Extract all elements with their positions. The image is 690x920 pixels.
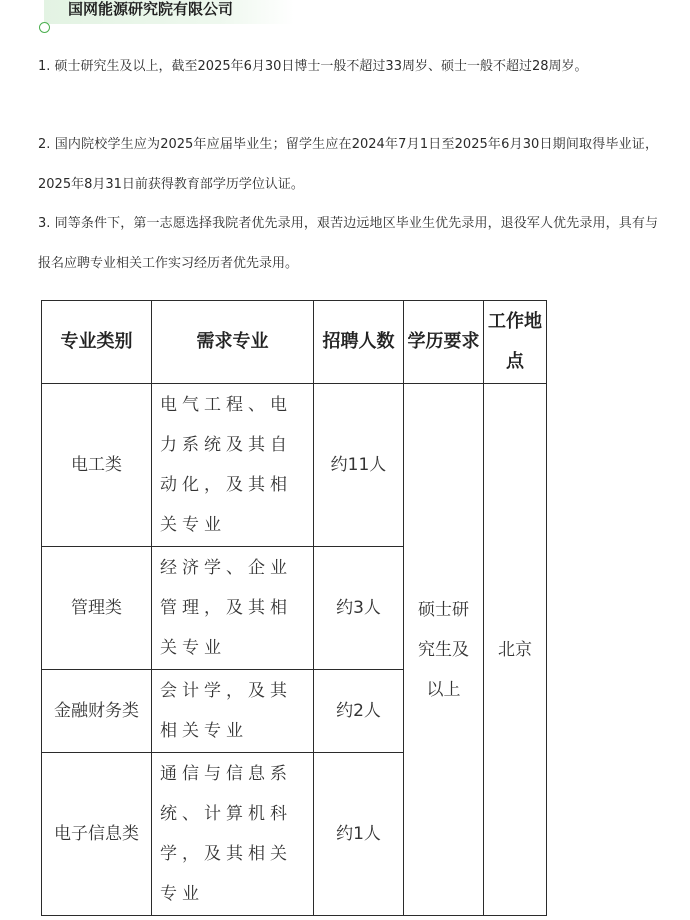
requirement-paragraph-2: 2. 国内院校学生应为2025年应届毕业生；留学生应在2024年7月1日至2025年6月30日期间取得毕业证，2025年8月31日前获得教育部学历学位认证。 bbox=[38, 137, 658, 192]
category-cell: 金融财务类 bbox=[42, 670, 152, 753]
header-major: 需求专业 bbox=[152, 301, 314, 384]
header-count: 招聘人数 bbox=[314, 301, 404, 384]
count-cell: 约3人 bbox=[314, 547, 404, 670]
table-header-row bbox=[42, 301, 547, 384]
category-cell: 电子信息类 bbox=[42, 753, 152, 916]
page-title: 国网能源研究院有限公司 bbox=[68, 0, 234, 18]
category-cell: 电工类 bbox=[42, 384, 152, 547]
location-cell: 北京 bbox=[484, 384, 547, 916]
major-cell: 经济学、企业管理，及其相关专业 bbox=[152, 547, 314, 670]
count-cell: 约2人 bbox=[314, 670, 404, 753]
requirement-paragraph-1: 1. 硕士研究生及以上，截至2025年6月30日博士一般不超过33周岁、硕士一般不超过28周岁。 bbox=[38, 59, 588, 74]
bullet-circle-icon bbox=[39, 22, 50, 33]
category-cell: 管理类 bbox=[42, 547, 152, 670]
count-cell: 约11人 bbox=[314, 384, 404, 547]
requirement-paragraph-3: 3. 同等条件下，第一志愿选择我院者优先录用，艰苦边远地区毕业生优先录用，退役军人优先录用，具有与报名应聘专业相关工作实习经历者优先录用。 bbox=[38, 216, 658, 271]
major-cell: 会计学，及其相关专业 bbox=[152, 670, 314, 753]
count-cell: 约1人 bbox=[314, 753, 404, 916]
education-cell: 硕士研究生及以上 bbox=[404, 384, 484, 916]
major-cell: 电气工程、电力系统及其自动化，及其相关专业 bbox=[152, 384, 314, 547]
header-education: 学历要求 bbox=[404, 301, 484, 384]
recruitment-table bbox=[41, 300, 547, 916]
table-row bbox=[42, 384, 547, 547]
header-category: 专业类别 bbox=[42, 301, 152, 384]
major-cell: 通信与信息系统、计算机科学，及其相关专业 bbox=[152, 753, 314, 916]
header-location: 工作地点 bbox=[484, 301, 547, 384]
